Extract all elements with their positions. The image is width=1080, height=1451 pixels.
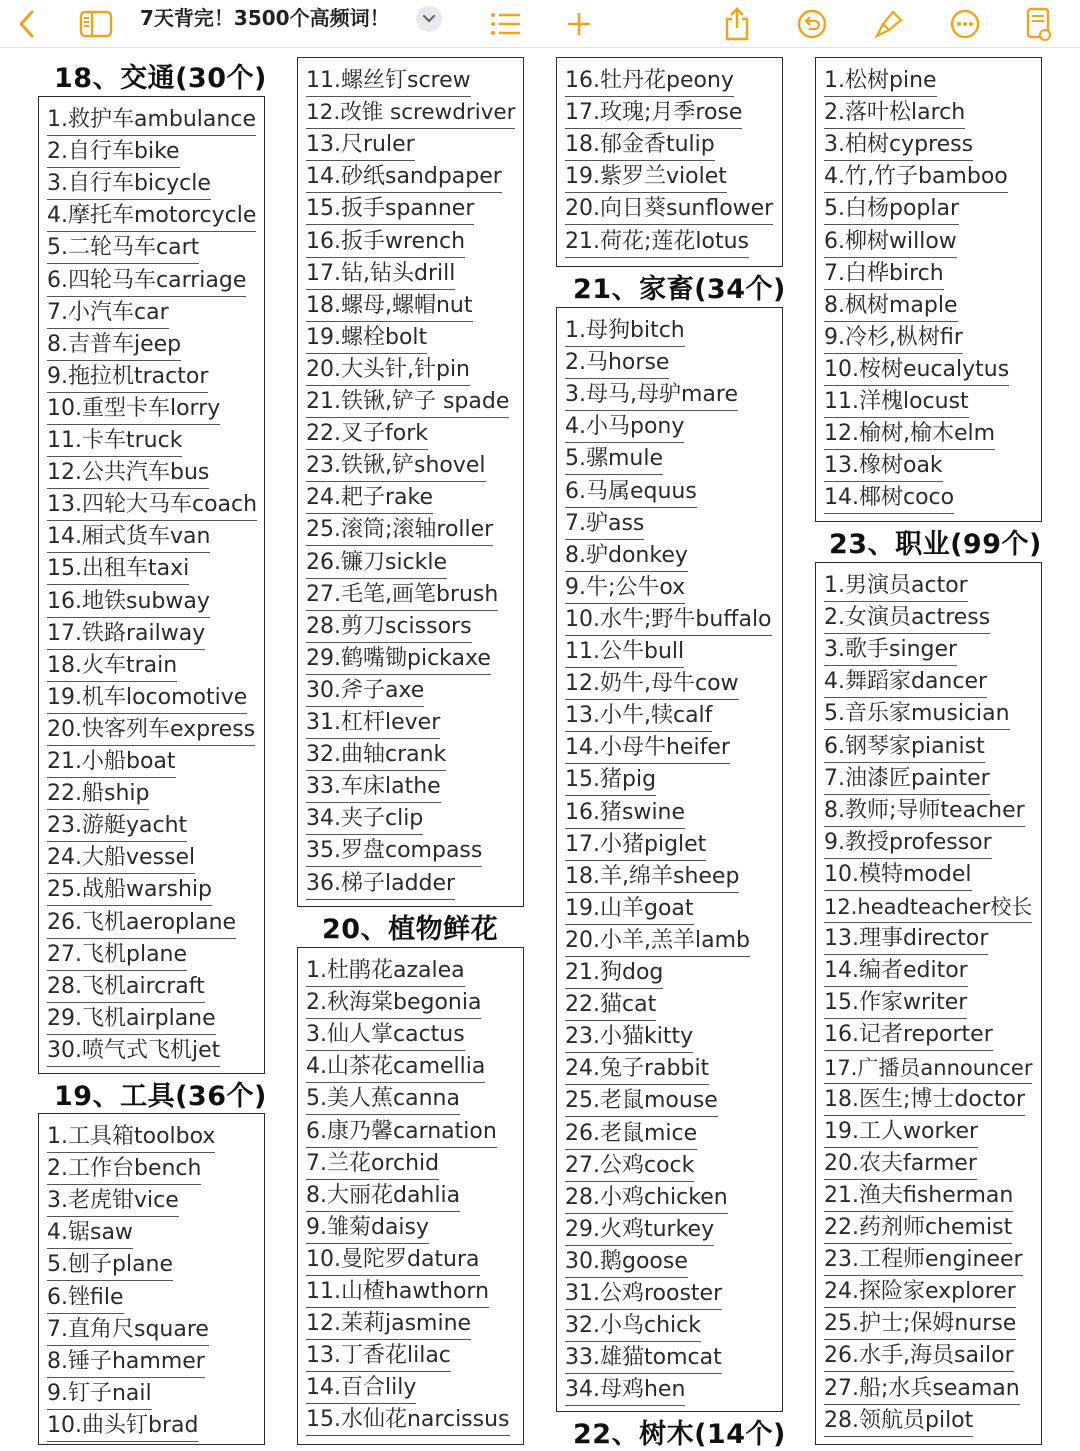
vocab-entry: 14.百合lily	[306, 1373, 416, 1404]
vocab-entry: 9.冷杉,枞树fir	[824, 323, 963, 354]
vocab-entry: 19.山羊goat	[565, 894, 694, 925]
vocab-entry: 7.兰花orchid	[306, 1149, 439, 1180]
vocab-entry: 17.钻,钻头drill	[306, 259, 455, 290]
document-title[interactable]: 7天背完！3500个高频词！	[140, 6, 390, 30]
vocab-entry: 12.奶牛,母牛cow	[565, 669, 739, 700]
vocab-entry: 2.落叶松larch	[824, 98, 965, 129]
vocab-entry: 1.母狗bitch	[565, 316, 685, 347]
toolbar	[0, 0, 1080, 48]
vocab-entry: 2.自行车bike	[47, 137, 180, 168]
section-heading: 22、树木(14个)	[573, 1419, 786, 1450]
vocab-entry: 23.铁锹,铲shovel	[306, 451, 486, 482]
vocab-entry: 11.卡车truck	[47, 426, 182, 457]
vocab-entry: 19.机车locomotive	[47, 683, 247, 714]
word-list-box	[815, 562, 1042, 1445]
vocab-entry: 3.自行车bicycle	[47, 169, 211, 200]
vocab-entry: 22.叉子fork	[306, 419, 428, 450]
vocab-entry: 10.重型卡车lorry	[47, 394, 220, 425]
vocab-entry: 32.小鸟chick	[565, 1311, 701, 1342]
vocab-entry: 4.锯saw	[47, 1218, 133, 1249]
vocab-entry: 8.锤子hammer	[47, 1347, 205, 1378]
vocab-entry: 15.扳手spanner	[306, 194, 474, 225]
vocab-entry: 17.玫瑰;月季rose	[565, 98, 742, 129]
vocab-entry: 8.枫树maple	[824, 291, 958, 322]
vocab-entry: 9.教授professor	[824, 828, 992, 859]
vocab-entry: 13.小牛,犊calf	[565, 701, 712, 732]
vocab-entry: 19.工人worker	[824, 1117, 978, 1148]
vocab-entry: 1.松树pine	[824, 66, 937, 97]
vocab-entry: 34.夹子clip	[306, 804, 423, 835]
vocab-entry: 13.尺ruler	[306, 130, 415, 161]
vocab-entry: 32.曲轴crank	[306, 740, 446, 771]
vocab-entry: 10.水牛;野牛buffalo	[565, 605, 772, 636]
vocab-entry: 16.猪swine	[565, 798, 685, 829]
vocab-entry: 33.车床lathe	[306, 772, 441, 803]
vocab-entry: 12.榆树,榆木elm	[824, 419, 995, 450]
vocab-entry: 6.康乃馨carnation	[306, 1117, 497, 1148]
vocab-entry: 12.改锥 screwdriver	[306, 98, 515, 129]
vocab-entry: 14.椰树coco	[824, 483, 954, 514]
vocab-entry: 22.猫cat	[565, 990, 656, 1021]
vocab-entry: 3.老虎钳vice	[47, 1186, 179, 1217]
vocab-entry: 31.公鸡rooster	[565, 1279, 722, 1310]
word-list-box	[38, 1113, 265, 1445]
vocab-entry: 2.女演员actress	[824, 603, 990, 634]
vocab-entry: 26.镰刀sickle	[306, 548, 447, 579]
word-list-box	[297, 57, 524, 907]
vocab-entry: 3.仙人掌cactus	[306, 1020, 465, 1051]
vocab-entry: 12.茉莉jasmine	[306, 1309, 471, 1340]
vocab-entry: 25.战船warship	[47, 875, 212, 906]
vocab-entry: 13.理事director	[824, 924, 988, 955]
vocab-entry: 5.美人蕉canna	[306, 1084, 460, 1115]
vocab-entry: 29.飞机airplane	[47, 1004, 216, 1035]
vocab-entry: 18.螺母,螺帽nut	[306, 291, 473, 322]
vocab-entry: 5.音乐家musician	[824, 699, 1010, 730]
vocab-entry: 8.吉普车jeep	[47, 330, 181, 361]
vocab-entry: 1.救护车ambulance	[47, 105, 256, 136]
vocab-entry: 13.橡树oak	[824, 451, 943, 482]
vocab-entry: 6.四轮马车carriage	[47, 266, 246, 297]
word-list-box	[556, 57, 783, 267]
vocab-entry: 23.小猫kitty	[565, 1022, 693, 1053]
vocab-entry: 19.螺栓bolt	[306, 323, 427, 354]
more-icon[interactable]	[948, 0, 982, 48]
vocab-entry: 7.直角尺square	[47, 1315, 209, 1346]
vocab-entry: 9.拖拉机tractor	[47, 362, 208, 393]
section-heading: 21、家畜(34个)	[573, 274, 786, 305]
vocab-entry: 31.杠杆lever	[306, 708, 440, 739]
vocab-entry: 11.螺丝钉screw	[306, 66, 471, 97]
vocab-entry: 7.白桦birch	[824, 259, 944, 290]
vocab-entry: 3.母马,母驴mare	[565, 380, 738, 411]
vocab-entry: 5.白杨poplar	[824, 194, 959, 225]
brush-icon[interactable]	[872, 0, 906, 48]
vocab-entry: 17.小猪piglet	[565, 830, 706, 861]
vocab-entry: 5.骡mule	[565, 444, 663, 475]
vocab-entry: 28.剪刀scissors	[306, 612, 472, 643]
vocab-entry: 10.曼陀罗datura	[306, 1245, 480, 1276]
vocab-entry: 18.火车train	[47, 651, 177, 682]
vocab-entry: 4.舞蹈家dancer	[824, 667, 987, 698]
vocab-entry: 2.马horse	[565, 348, 669, 379]
back-chevron-icon[interactable]	[10, 0, 44, 48]
vocab-entry: 16.记者reporter	[824, 1020, 993, 1051]
vocab-entry: 7.驴ass	[565, 509, 644, 540]
vocab-entry: 24.兔子rabbit	[565, 1054, 709, 1085]
vocab-entry: 27.毛笔,画笔brush	[306, 580, 498, 611]
word-list-box	[297, 947, 524, 1445]
vocab-entry: 8.大丽花dahlia	[306, 1181, 460, 1212]
vocab-entry: 30.鹅goose	[565, 1247, 688, 1278]
vocab-entry: 16.扳手wrench	[306, 227, 465, 258]
vocab-entry: 6.钢琴家pianist	[824, 732, 985, 763]
vocab-entry: 5.二轮马车cart	[47, 233, 199, 264]
vocab-entry: 26.老鼠mice	[565, 1119, 697, 1150]
vocab-entry: 11.山楂hawthorn	[306, 1277, 489, 1308]
vocab-entry: 9.雏菊daisy	[306, 1213, 429, 1244]
word-list-box	[815, 57, 1042, 522]
vocab-entry: 2.工作台bench	[47, 1154, 201, 1185]
vocab-entry: 15.出租车taxi	[47, 554, 189, 585]
vocab-entry: 15.作家writer	[824, 988, 967, 1019]
vocab-entry: 14.小母牛heifer	[565, 733, 730, 764]
vocab-entry: 2.秋海棠begonia	[306, 988, 481, 1019]
vocab-entry: 1.工具箱toolbox	[47, 1122, 215, 1153]
vocab-entry: 26.水手,海员sailor	[824, 1341, 1014, 1372]
vocab-entry: 10.曲头钉brad	[47, 1411, 198, 1442]
vocab-entry: 17.铁路railway	[47, 619, 205, 650]
vocab-entry: 23.工程师engineer	[824, 1245, 1023, 1276]
vocab-entry: 21.荷花;莲花lotus	[565, 227, 749, 258]
vocab-entry: 11.洋槐locust	[824, 387, 969, 418]
vocab-entry: 13.丁香花lilac	[306, 1341, 451, 1372]
vocab-entry: 17.广播员announcer	[824, 1053, 1032, 1084]
vocab-entry: 14.厢式货车van	[47, 522, 210, 553]
vocab-entry: 6.马属equus	[565, 477, 697, 508]
vocab-entry: 11.公牛bull	[565, 637, 684, 668]
vocab-entry: 1.男演员actor	[824, 571, 968, 602]
vocab-entry: 6.柳树willow	[824, 227, 957, 258]
vocab-entry: 5.刨子plane	[47, 1250, 173, 1281]
vocab-entry: 4.摩托车motorcycle	[47, 201, 256, 232]
vocab-entry: 27.公鸡cock	[565, 1151, 694, 1182]
vocab-entry: 4.竹,竹子bamboo	[824, 162, 1008, 193]
vocab-entry: 10.模特model	[824, 860, 972, 891]
share-icon[interactable]	[722, 0, 752, 48]
vocab-entry: 20.向日葵sunflower	[565, 194, 773, 225]
section-heading: 19、工具(36个)	[54, 1081, 267, 1112]
vocab-entry: 4.小马pony	[565, 412, 684, 443]
vocab-entry: 18.郁金香tulip	[565, 130, 715, 161]
vocab-entry: 28.飞机aircraft	[47, 972, 205, 1003]
section-heading: 18、交通(30个)	[54, 63, 267, 94]
vocab-entry: 25.护士;保姆nurse	[824, 1309, 1016, 1340]
vocab-entry: 33.雄猫tomcat	[565, 1343, 722, 1374]
vocab-entry: 35.罗盘compass	[306, 836, 482, 867]
vocab-entry: 7.小汽车car	[47, 298, 169, 329]
document-icon[interactable]	[1024, 0, 1054, 48]
vocab-entry: 21.铁锹,铲子 spade	[306, 387, 509, 418]
vocab-entry: 1.杜鹃花azalea	[306, 956, 465, 987]
vocab-entry: 34.母鸡hen	[565, 1375, 685, 1406]
vocab-entry: 22.船ship	[47, 779, 149, 810]
vocab-entry: 18.医生;博士doctor	[824, 1085, 1025, 1116]
word-list-box	[38, 96, 265, 1074]
section-heading: 20、植物鲜花	[322, 914, 499, 945]
vocab-entry: 3.歌手singer	[824, 635, 957, 666]
vocab-entry: 27.飞机plane	[47, 940, 187, 971]
vocab-entry: 36.梯子ladder	[306, 869, 455, 900]
vocab-entry: 20.大头针,针pin	[306, 355, 470, 386]
vocab-entry: 21.渔夫fisherman	[824, 1181, 1013, 1212]
list-icon[interactable]	[488, 0, 524, 48]
vocab-entry: 7.油漆匠painter	[824, 764, 990, 795]
vocab-entry: 23.游艇yacht	[47, 811, 187, 842]
vocab-entry: 12.headteacher校长	[824, 892, 1032, 923]
vocab-entry: 15.猪pig	[565, 765, 656, 796]
vocab-entry: 6.锉file	[47, 1283, 124, 1314]
vocab-entry: 24.大船vessel	[47, 843, 195, 874]
vocab-entry: 21.小船boat	[47, 747, 176, 778]
vocab-entry: 4.山茶花camellia	[306, 1052, 485, 1083]
vocab-entry: 14.砂纸sandpaper	[306, 162, 502, 193]
vocab-entry: 29.鹤嘴锄pickaxe	[306, 644, 491, 675]
vocab-entry: 3.柏树cypress	[824, 130, 973, 161]
vocab-entry: 14.编者editor	[824, 956, 968, 987]
word-list-box	[556, 307, 783, 1412]
chevron-down-icon[interactable]	[416, 6, 442, 32]
sidebar-icon[interactable]	[78, 0, 114, 48]
vocab-entry: 28.小鸡chicken	[565, 1183, 728, 1214]
vocab-entry: 21.狗dog	[565, 958, 663, 989]
vocab-entry: 19.紫罗兰violet	[565, 162, 727, 193]
vocab-entry: 30.喷气式飞机jet	[47, 1036, 220, 1067]
section-heading: 23、职业(99个)	[829, 529, 1042, 560]
vocab-entry: 13.四轮大马车coach	[47, 490, 257, 521]
vocab-entry: 24.探险家explorer	[824, 1277, 1016, 1308]
vocab-entry: 29.火鸡turkey	[565, 1215, 714, 1246]
undo-icon[interactable]	[795, 0, 829, 48]
vocab-entry: 8.教师;导师teacher	[824, 796, 1025, 827]
vocab-entry: 9.牛;公牛ox	[565, 573, 685, 604]
vocab-entry: 15.水仙花narcissus	[306, 1405, 510, 1436]
vocab-entry: 9.钉子nail	[47, 1379, 152, 1410]
plus-icon[interactable]	[564, 0, 594, 48]
vocab-entry: 16.牡丹花peony	[565, 66, 734, 97]
vocab-entry: 26.飞机aeroplane	[47, 908, 236, 939]
vocab-entry: 22.药剂师chemist	[824, 1213, 1012, 1244]
vocab-entry: 25.滚筒;滚轴roller	[306, 515, 493, 546]
vocab-entry: 20.农夫farmer	[824, 1149, 977, 1180]
vocab-entry: 20.小羊,羔羊lamb	[565, 926, 750, 957]
vocab-entry: 30.斧子axe	[306, 676, 424, 707]
vocab-entry: 18.羊,绵羊sheep	[565, 862, 739, 893]
vocab-entry: 10.桉树eucalytus	[824, 355, 1009, 386]
vocab-entry: 27.船;水兵seaman	[824, 1374, 1020, 1405]
vocab-entry: 20.快客列车express	[47, 715, 255, 746]
vocab-entry: 28.领航员pilot	[824, 1406, 973, 1437]
vocab-entry: 25.老鼠mouse	[565, 1086, 718, 1117]
vocab-entry: 16.地铁subway	[47, 587, 210, 618]
vocab-entry: 12.公共汽车bus	[47, 458, 209, 489]
vocab-entry: 8.驴donkey	[565, 541, 688, 572]
vocab-entry: 24.耙子rake	[306, 483, 433, 514]
